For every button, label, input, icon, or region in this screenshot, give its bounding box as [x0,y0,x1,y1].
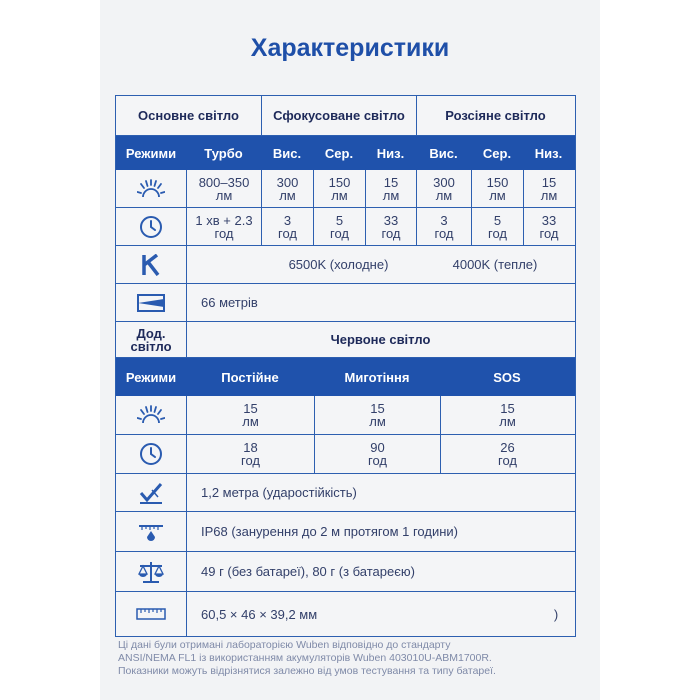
brightness-row [116,170,575,208]
extra-light-label: Дод. світло [130,325,172,354]
red-runtime-row [116,435,575,474]
red-blinking-runtime: 90 год [314,435,440,473]
modes-label: Режими [125,369,177,385]
weight-row [116,552,575,592]
ruler-icon [116,592,186,636]
brightness-value: 300 лм [261,170,313,207]
brightness-value: 150 лм [471,170,523,207]
spec-table [115,95,576,637]
brightness-value: 15 лм [365,170,416,207]
footnote-line: Показники можуть відрізнятися залежно від умов тестування та типу батареї. [118,665,496,677]
beam-distance-row [116,284,575,322]
runtime-value: 3 год [261,208,313,245]
modes-label: Режими [125,145,177,161]
size-trailing-paren: ) [553,606,559,622]
runtime-value: 3 год [416,208,471,245]
sos-label: SOS [493,369,521,385]
weight-value: 49 г (без батареї), 80 г (з батареєю) [186,552,574,591]
cold-temperature: 6500K (холодне) [288,257,389,272]
footnote [118,639,588,678]
red-brightness-row [116,396,575,435]
waterproof-row [116,512,575,552]
high-label: Вис. [272,145,302,161]
runtime-value: 5 год [313,208,365,245]
beam-distance-icon [116,284,186,321]
red-constant-brightness: 15 лм [186,396,314,434]
kelvin-icon [116,246,186,283]
low-label: Низ. [376,145,405,161]
clock-icon [116,208,186,245]
turbo-label: Турбо [204,145,243,161]
low-label: Низ. [534,145,563,161]
mid-label: Сер. [482,145,512,161]
runtime-value: 5 год [471,208,523,245]
impact-resistance-value: 1,2 метра (ударостійкість) [186,474,574,511]
beam-distance-value: 66 метрів [186,284,574,321]
brightness-icon [116,396,186,434]
brightness-value: 300 лм [416,170,471,207]
blinking-label: Миготіння [344,369,410,385]
clock-icon [116,435,186,473]
high-label: Вис. [429,145,458,161]
brightness-icon [116,170,186,207]
light-type-header-row [116,96,575,136]
footnote-line: Ці дані були отримані лабораторією Wuben відповідно до стандарту [118,639,451,651]
impact-resistance-row [116,474,575,512]
warm-temperature: 4000K (тепле) [452,257,538,272]
brightness-value: 150 лм [313,170,365,207]
red-constant-runtime: 18 год [186,435,314,473]
waterproof-icon [116,512,186,551]
color-temperature-row [116,246,575,284]
page-title: Характеристики [250,34,450,62]
size-value: 60,5 × 46 × 39,2 мм [186,592,574,636]
size-row [116,592,575,636]
red-blinking-brightness: 15 лм [314,396,440,434]
focused-light-header: Сфокусоване світло [261,96,416,135]
diffused-light-header: Розсіяне світло [416,96,574,135]
scales-icon [116,552,186,591]
footnote-line: ANSI/NEMA FL1 із використанням акумуляторів Wuben 403010U-ABM1700R. [118,652,492,664]
impact-resistance-icon [116,474,186,511]
red-light-label: Червоне світло [186,322,574,357]
red-modes-header-row [116,358,575,396]
modes-header-row [116,136,575,170]
mid-label: Сер. [324,145,354,161]
brightness-value: 15 лм [523,170,574,207]
turbo-runtime: 1 хв + 2.3 год [186,208,261,245]
red-sos-brightness: 15 лм [440,396,574,434]
waterproof-value: IP68 (занурення до 2 м протягом 1 години) [186,512,574,551]
turbo-brightness: 800–350 лм [186,170,261,207]
main-light-header: Основне світло [138,108,239,123]
runtime-value: 33 год [365,208,416,245]
constant-label: Постійне [221,369,279,385]
red-sos-runtime: 26 год [440,435,574,473]
runtime-value: 33 год [523,208,574,245]
runtime-row [116,208,575,246]
extra-light-row [116,322,575,358]
